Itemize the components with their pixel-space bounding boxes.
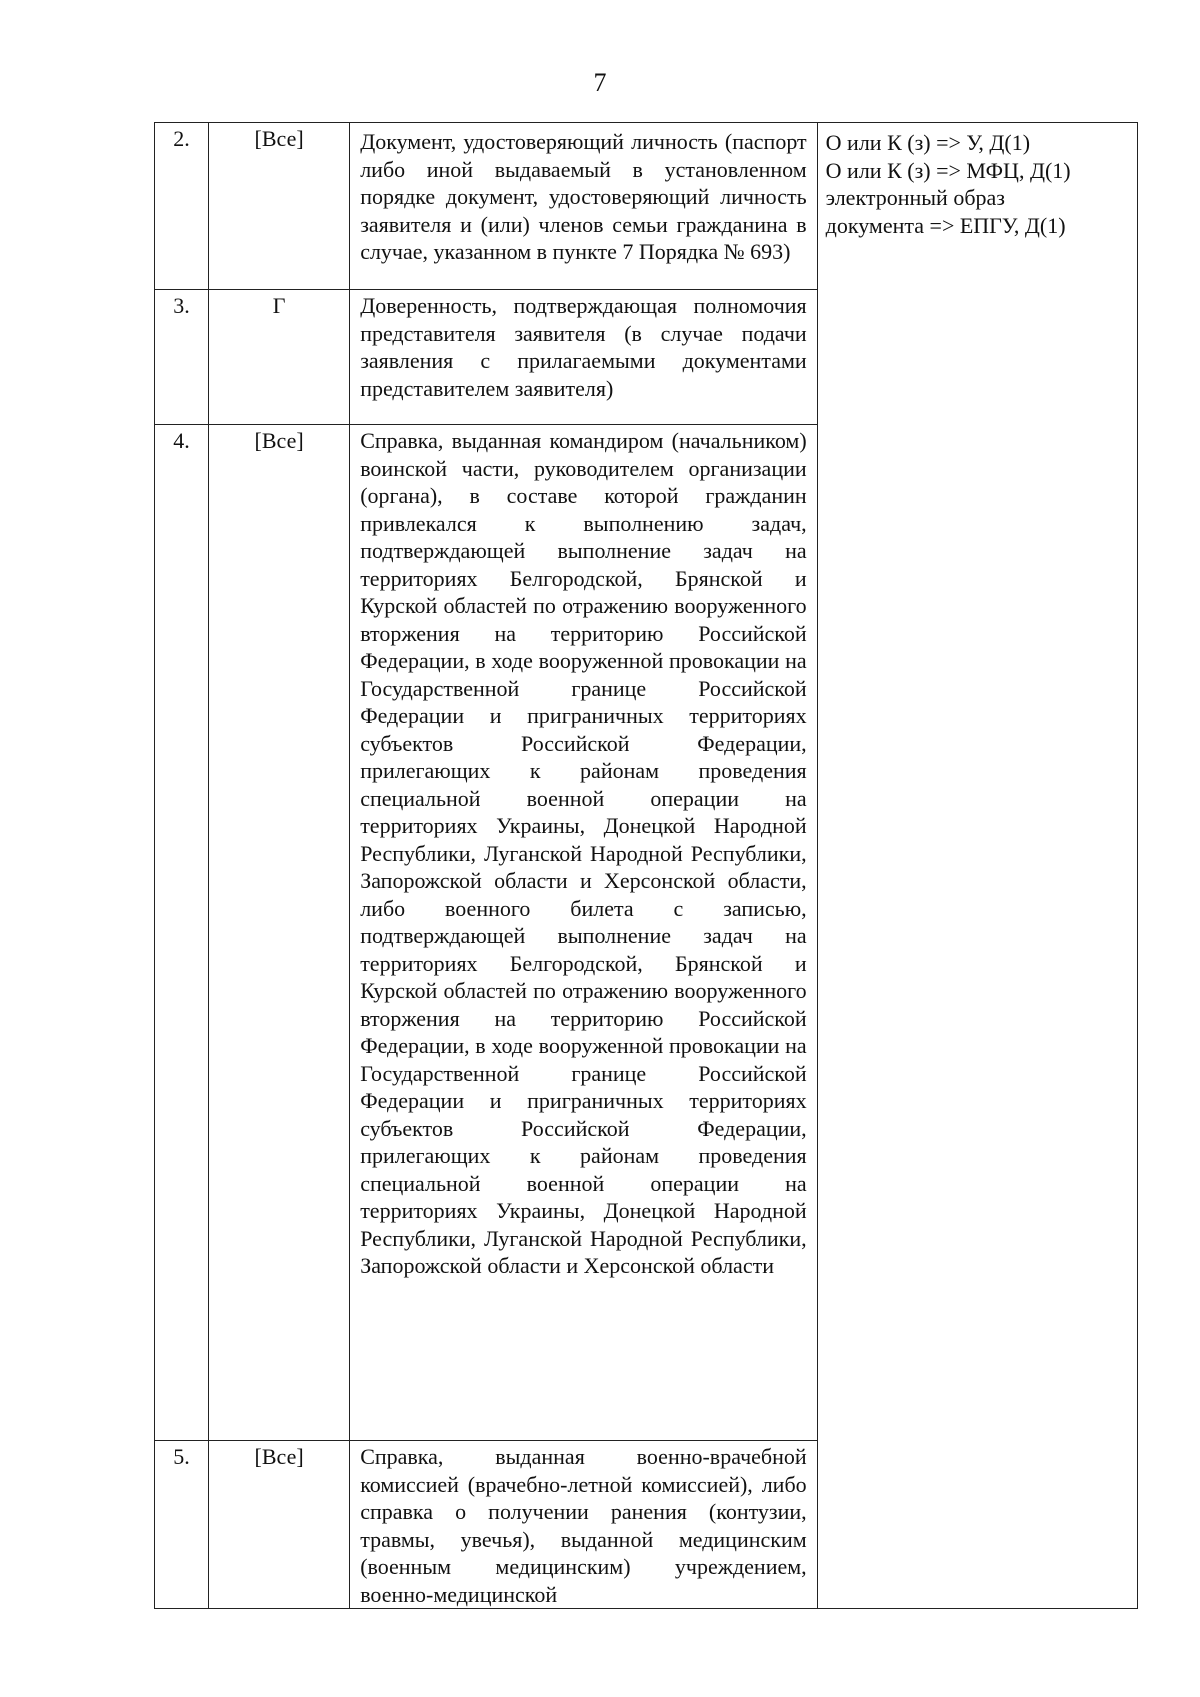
row-number: 2. — [173, 126, 190, 151]
applicant-category: [Все] — [254, 126, 304, 151]
table-row — [155, 123, 1138, 290]
submission-method: О или К (з) => МФЦ, Д(1) — [825, 157, 1071, 183]
document-description: Справка, выданная военно-врачебной комиссией (врачебно-летной комиссией), либо справка о получении ранения (контузии, травмы, увечья), выданной медицинским (военным медицинским) учреждением, военно-медицинской — [360, 1444, 807, 1607]
submission-methods-cell — [817, 123, 1137, 1609]
document-description: Документ, удостоверяющий личность (паспорт либо иной выдаваемый в установленном порядке документ, удостоверяющий личность заявителя и (или) членов семьи гражданина в случае, указанном в пункте 7 Порядка № 693) — [360, 129, 807, 264]
page-number: 7 — [593, 68, 607, 97]
applicant-category-cell — [209, 123, 350, 290]
document-description-cell — [350, 290, 817, 425]
row-number: 4. — [173, 428, 190, 453]
applicant-category-cell — [209, 290, 350, 425]
applicant-category-cell — [209, 1441, 350, 1609]
document-description: Справка, выданная командиром (начальником) воинской части, руководителем организации (органа), в составе которой гражданин привлекался к выполнению задач, подтверждающей выполнение задач на территориях Белгородской, Брянской и Курской областей по отражению вооруженного вторжения на территорию Российской Федерации, в ходе вооруженной провокации на Государственной границе Российской Федерации и приграничных территориях субъектов Российской Федерации, прилегающих к районам проведения специальной военной операции на территориях Украины, Донецкой Народной Республики, Луганской Народной Республики, Запорожской области и Херсонской области, либо военного билета с записью, подтверждающей выполнение задач на территориях Белгородской, Брянской и Курской областей по отражению вооруженного вторжения на территорию Российской Федерации, в ходе вооруженной провокации на Государственной границе Российской Федерации и приграничных территориях субъектов Российской Федерации, прилегающих к районам проведения специальной военной операции на территориях Украины, Донецкой Народной Республики, Луганской Народной Республики, Запорожской области и Херсонской области — [360, 428, 807, 1278]
row-number-cell — [155, 290, 209, 425]
submission-method: документа => ЕПГУ, Д(1) — [825, 212, 1066, 238]
applicant-category-cell — [209, 425, 350, 1441]
document-description-cell — [350, 425, 817, 1441]
submission-method: электронный образ — [825, 185, 1005, 210]
applicant-category: [Все] — [254, 428, 304, 453]
row-number: 5. — [173, 1444, 190, 1469]
row-number-cell — [155, 123, 209, 290]
submission-method: О или К (з) => У, Д(1) — [825, 130, 1031, 155]
document-description: Доверенность, подтверждающая полномочия представителя заявителя (в случае подачи заявления с прилагаемыми документами представителем заявителя) — [360, 293, 807, 401]
row-number-cell — [155, 425, 209, 1441]
row-number: 3. — [173, 293, 190, 318]
document-description-cell — [350, 123, 817, 290]
applicant-category: [Все] — [254, 1444, 304, 1469]
documents-table — [154, 122, 1138, 1609]
applicant-category: Г — [272, 293, 286, 318]
document-description-cell — [350, 1441, 817, 1609]
row-number-cell — [155, 1441, 209, 1609]
